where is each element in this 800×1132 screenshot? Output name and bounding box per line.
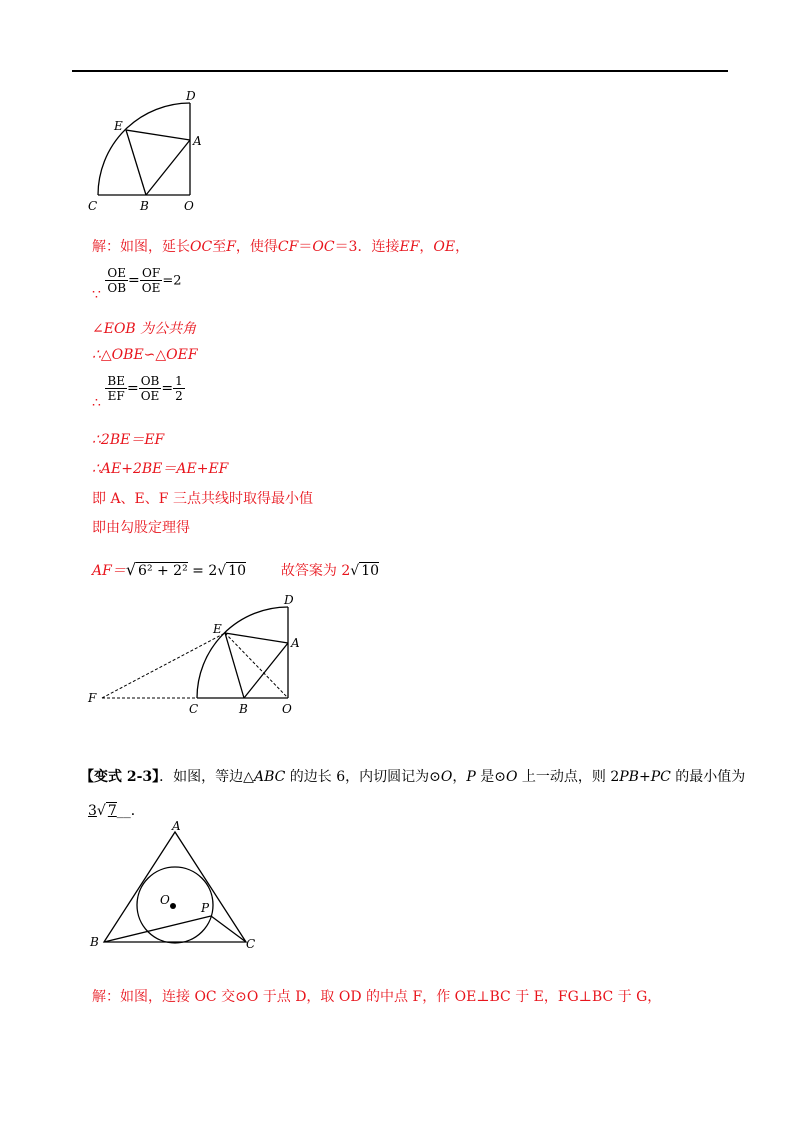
label-c: C <box>88 199 98 213</box>
frac-1-2: $\frac{1}{2}$ <box>175 374 183 403</box>
label-b: B <box>140 199 149 213</box>
label-b: B <box>90 935 99 949</box>
frac-of-oe: $\frac{OF}{OE}$ <box>141 266 161 295</box>
solution1-intro: 解：如图，延长OC至F，使得CF＝OC＝3．连接EF，OE， <box>92 239 470 255</box>
frac-ob-oe: $\frac{OB}{OE}$ <box>140 374 160 403</box>
label-p: P <box>201 901 210 915</box>
label-c: C <box>189 702 199 716</box>
label-o: O <box>160 893 170 907</box>
angle-line: ∠EOB 为公共角 <box>92 321 197 337</box>
label-a: A <box>193 134 202 148</box>
line-pythagoras: 即由勾股定理得 <box>92 520 190 536</box>
label-a: A <box>291 636 300 650</box>
label-d: D <box>186 89 196 103</box>
figure-triangle-incircle <box>90 820 270 955</box>
label-b: B <box>239 702 248 716</box>
similar-line: ∴△OBE∽△OEF <box>92 347 198 363</box>
af-equation: AF＝√ 6² + 2² = 2√ 10 故答案为 2√ 10 <box>92 560 380 579</box>
problem2-statement: 【变式 2-3】．如图，等边△ABC 的边长 6，内切圆记为⊙O，P 是⊙O 上一动点，则 2PB+PC 的最小值为 <box>80 769 746 785</box>
line-sum: ∴AE+2BE＝AE+EF <box>92 461 229 477</box>
line-2be: ∴2BE＝EF <box>92 432 165 448</box>
figure-quarter-circle-2 <box>88 592 308 717</box>
header-rule <box>72 70 728 72</box>
ratio-equation-2: ∴ $\frac{BE}{EF}$ = $\frac{OB}{OE}$ = $\frac{1}{2}$ <box>92 374 183 411</box>
solution2-text: 解：如图，连接 OC 交⊙O 于点 D，取 OD 的中点 F，作 OE⊥BC 于 E，FG⊥BC 于 G， <box>92 989 662 1005</box>
label-o: O <box>184 199 194 213</box>
label-e: E <box>114 119 123 133</box>
label-e: E <box>213 622 222 636</box>
label-d: D <box>284 593 294 607</box>
label-a: A <box>172 819 181 833</box>
ratio-equation-1: ∵ $\frac{OE}{OB}$ = $\frac{OF}{OE}$ =2 <box>92 266 182 303</box>
figure-quarter-circle-1 <box>80 90 210 215</box>
frac-oe-ob: $\frac{OE}{OB}$ <box>107 266 127 295</box>
problem2-answer: 3√ 7__． <box>88 803 145 819</box>
line-collinear: 即 A、E、F 三点共线时取得最小值 <box>92 491 313 507</box>
label-f: F <box>88 691 97 705</box>
label-o: O <box>282 702 292 716</box>
frac-be-ef: $\frac{BE}{EF}$ <box>107 374 125 403</box>
label-c: C <box>246 937 256 951</box>
